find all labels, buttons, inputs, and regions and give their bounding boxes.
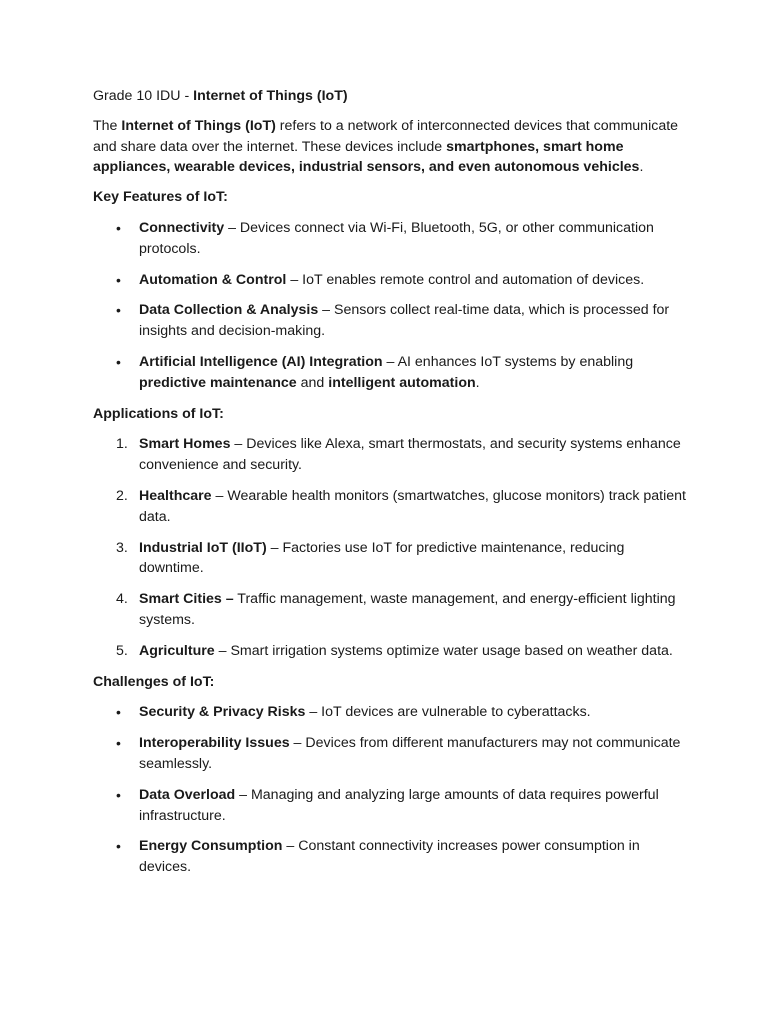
list-item — [139, 218, 693, 260]
item-term: Data Collection & Analysis — [139, 302, 319, 319]
item-text: – Sensors collect real-time data, which is processed for insights and decision-making. — [139, 302, 670, 340]
document-title — [93, 86, 693, 107]
item-term: Smart Cities – — [139, 591, 234, 608]
item-text: – Devices from different manufacturers may not communicate seamlessly. — [139, 735, 681, 772]
item-text: – AI enhances IoT systems by enabling — [382, 353, 634, 370]
item-term: Connectivity — [139, 219, 225, 236]
list-item — [139, 589, 693, 631]
intro-bold-1: Internet of Things (IoT) — [121, 117, 276, 134]
intro-text-2: refers to a network of interconnected devices that communicate and share data over the internet. These devices include — [93, 117, 679, 155]
challenges-list — [93, 702, 693, 878]
item-bold-3: intelligent automation — [328, 374, 476, 391]
item-term: Interoperability Issues — [139, 735, 290, 752]
list-item — [139, 270, 693, 291]
item-text: – IoT enables remote control and automation of devices. — [286, 271, 645, 288]
item-text: – Managing and analyzing large amounts of data requires powerful infrastructure. — [139, 786, 659, 824]
list-item — [139, 733, 693, 775]
applications-list — [93, 434, 693, 661]
item-text: – Factories use IoT for predictive maintenance, reducing downtime. — [139, 539, 625, 577]
item-term: Artificial Intelligence (AI) Integration — [139, 353, 383, 370]
item-text: – Smart irrigation systems optimize water usage based on weather data. — [214, 642, 673, 659]
list-item — [139, 486, 693, 528]
list-item — [139, 300, 693, 342]
features-list — [93, 218, 693, 394]
intro-paragraph — [93, 116, 693, 178]
list-item — [139, 641, 693, 662]
list-item — [139, 836, 693, 878]
item-bold-2: predictive maintenance — [139, 374, 297, 391]
item-text-4: . — [475, 374, 480, 391]
item-term: Agriculture — [139, 642, 215, 659]
title-bold: Internet of Things (IoT) — [193, 88, 348, 104]
list-item — [139, 785, 693, 827]
item-text: – Devices connect via Wi-Fi, Bluetooth, 5G, or other communication protocols. — [139, 219, 654, 257]
item-term: Industrial IoT (IIoT) — [139, 539, 267, 556]
item-term: Security & Privacy Risks — [139, 704, 306, 721]
title-prefix: Grade 10 IDU - — [93, 88, 194, 104]
list-item — [139, 538, 693, 580]
features-heading: Key Features of IoT: — [93, 189, 228, 206]
item-term: Automation & Control — [139, 271, 287, 288]
item-term: Healthcare — [139, 487, 212, 504]
item-text: – IoT devices are vulnerable to cyberattacks. — [305, 704, 591, 721]
intro-text-1: The — [93, 117, 122, 134]
applications-heading: Applications of IoT: — [93, 405, 224, 422]
item-term: Smart Homes — [139, 436, 231, 453]
list-item — [139, 352, 693, 394]
item-term: Data Overload — [139, 786, 236, 803]
intro-bold-2: smartphones, smart home appliances, wearable devices, industrial sensors, and even autonomous vehicles — [93, 138, 640, 176]
list-item — [139, 434, 693, 476]
item-term: Energy Consumption — [139, 838, 283, 855]
item-text: – Wearable health monitors (smartwatches, glucose monitors) track patient data. — [139, 487, 686, 525]
document-page — [93, 86, 693, 888]
item-text: – Devices like Alexa, smart thermostats, and security systems enhance convenience and security. — [139, 436, 681, 474]
item-text: – Constant connectivity increases power consumption in devices. — [139, 838, 640, 876]
item-text-3: and — [296, 374, 329, 391]
challenges-heading: Challenges of IoT: — [93, 673, 215, 690]
list-item — [139, 702, 693, 723]
intro-text-3: . — [639, 159, 644, 176]
item-text: Traffic management, waste management, and energy-efficient lighting systems. — [139, 591, 676, 628]
